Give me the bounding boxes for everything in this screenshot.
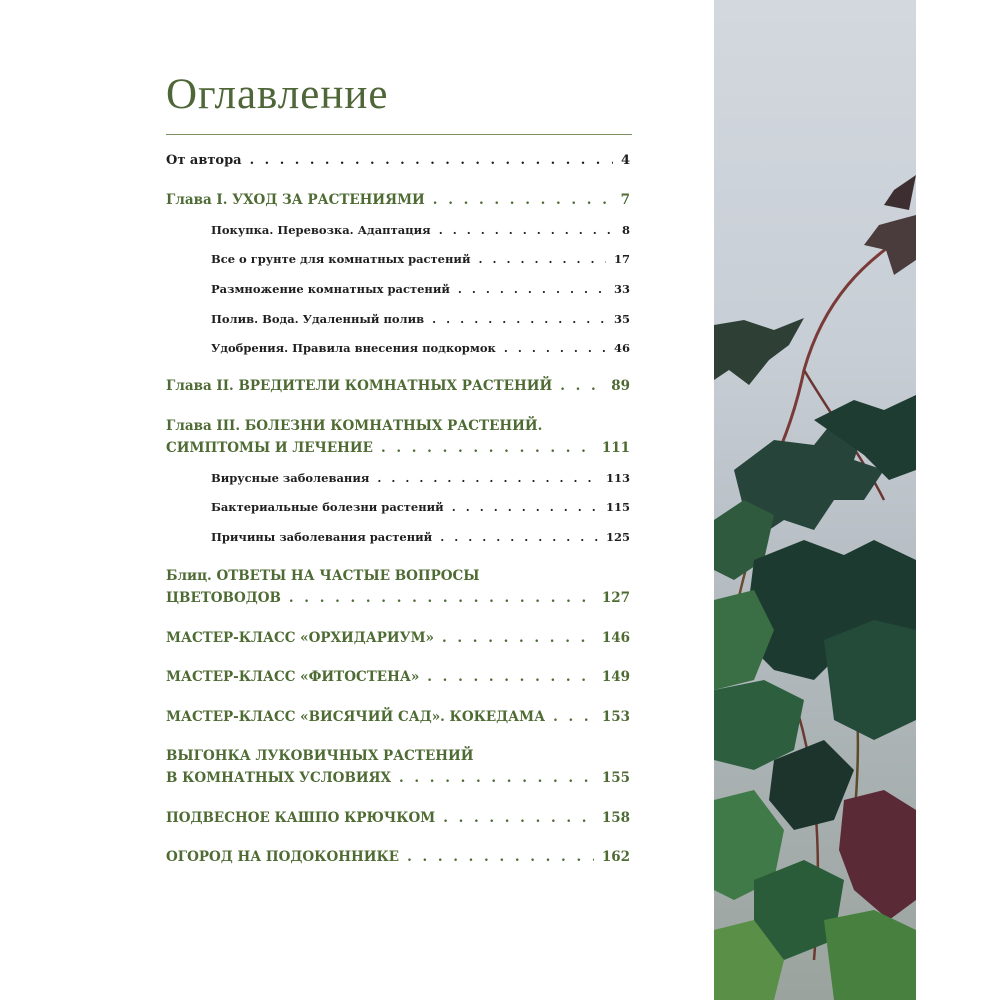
title-divider <box>166 134 632 135</box>
toc-entry-page: 162 <box>601 849 630 865</box>
toc-entry-page: 153 <box>601 709 630 725</box>
toc-entry-label: Глава I. УХОД ЗА РАСТЕНИЯМИ <box>166 192 425 208</box>
dot-leader <box>478 252 606 266</box>
dot-leader <box>560 378 603 394</box>
toc-subentry[interactable] <box>211 223 630 245</box>
dot-leader <box>442 630 594 646</box>
toc-subentry[interactable] <box>211 282 630 304</box>
toc-entry-label: СИМПТОМЫ И ЛЕЧЕНИЕ <box>166 440 373 456</box>
toc-entry-label: Размножение комнатных растений <box>211 282 450 296</box>
page-title: Оглавление <box>166 71 389 118</box>
toc-chapter-entry[interactable] <box>166 810 630 832</box>
plant-illustration <box>714 0 916 1000</box>
toc-entry-label: Все о грунте для комнатных растений <box>211 252 471 266</box>
dot-leader <box>427 669 594 685</box>
toc-entry-page: 8 <box>621 223 630 237</box>
toc-entry-label: Покупка. Перевозка. Адаптация <box>211 223 431 237</box>
dot-leader <box>443 810 594 826</box>
toc-entry-label: ПОДВЕСНОЕ КАШПО КРЮЧКОМ <box>166 810 436 826</box>
toc-entry-page: 111 <box>601 440 630 456</box>
toc-entry-label: ЦВЕТОВОДОВ <box>166 590 281 606</box>
toc-entry-label: ОГОРОД НА ПОДОКОННИКЕ <box>166 849 400 865</box>
toc-entry-page: 125 <box>605 530 630 544</box>
toc-subentry[interactable] <box>211 341 630 363</box>
toc-entry-label: Полив. Вода. Удаленный полив <box>211 312 425 326</box>
toc-entry-page: 115 <box>605 500 630 514</box>
toc-chapter-entry[interactable] <box>166 192 630 214</box>
houseplant-photo <box>714 0 916 1000</box>
toc-entry-page: 35 <box>613 312 630 326</box>
toc-entry-page: 7 <box>620 192 630 208</box>
toc-entry-page: 33 <box>613 282 630 296</box>
dot-leader <box>440 530 598 544</box>
toc-entry-page: 158 <box>601 810 630 826</box>
toc-entry-page: 127 <box>601 590 630 606</box>
toc-entry-label-line1: Глава III. БОЛЕЗНИ КОМНАТНЫХ РАСТЕНИЙ. <box>166 418 543 434</box>
toc-chapter-entry[interactable] <box>166 709 630 731</box>
toc-subentry[interactable] <box>211 312 630 334</box>
dot-leader <box>250 153 613 168</box>
toc-entry-label: От автора <box>166 153 242 168</box>
toc-entry-label: МАСТЕР-КЛАСС «ОРХИДАРИУМ» <box>166 630 434 646</box>
toc-chapter-entry[interactable] <box>166 630 630 652</box>
toc-entry-label-line1: Блиц. ОТВЕТЫ НА ЧАСТЫЕ ВОПРОСЫ <box>166 568 480 584</box>
dot-leader <box>377 471 598 485</box>
toc-entry[interactable] <box>166 153 630 175</box>
toc-entry-label: МАСТЕР-КЛАСС «ВИСЯЧИЙ САД». КОКЕДАМА <box>166 709 546 725</box>
toc-entry-label: В КОМНАТНЫХ УСЛОВИЯХ <box>166 770 391 786</box>
toc-entry-label: МАСТЕР-КЛАСС «ФИТОСТЕНА» <box>166 669 420 685</box>
dot-leader <box>452 500 598 514</box>
toc-entry-label: Глава II. ВРЕДИТЕЛИ КОМНАТНЫХ РАСТЕНИЙ <box>166 378 553 394</box>
toc-chapter-entry[interactable] <box>166 770 630 792</box>
toc-entry-page: 89 <box>611 378 630 394</box>
toc-entry-page: 113 <box>605 471 630 485</box>
dot-leader <box>458 282 606 296</box>
dot-leader <box>553 709 594 725</box>
toc-subentry[interactable] <box>211 252 630 274</box>
toc-entry-label-line1: ВЫГОНКА ЛУКОВИЧНЫХ РАСТЕНИЙ <box>166 748 474 764</box>
toc-entry-label: Вирусные заболевания <box>211 471 370 485</box>
dot-leader <box>289 590 594 606</box>
toc-entry-label: Удобрения. Правила внесения подкормок <box>211 341 496 355</box>
dot-leader <box>432 312 606 326</box>
toc-entry-label: Бактериальные болезни растений <box>211 500 444 514</box>
dot-leader <box>399 770 594 786</box>
toc-subentry[interactable] <box>211 530 630 552</box>
toc-entry-label: Причины заболевания растений <box>211 530 433 544</box>
dot-leader <box>433 192 613 208</box>
dot-leader <box>504 341 606 355</box>
toc-entry-page: 46 <box>613 341 630 355</box>
toc-entry-page: 17 <box>613 252 630 266</box>
toc-chapter-entry[interactable] <box>166 378 630 400</box>
toc-entry-page: 149 <box>601 669 630 685</box>
toc-entry-page: 4 <box>620 153 630 168</box>
dot-leader <box>439 223 614 237</box>
toc-chapter-entry[interactable] <box>166 669 630 691</box>
dot-leader <box>407 849 594 865</box>
dot-leader <box>381 440 594 456</box>
toc-chapter-entry[interactable] <box>166 590 630 612</box>
toc-subentry[interactable] <box>211 500 630 522</box>
toc-subentry[interactable] <box>211 471 630 493</box>
toc-entry-page: 155 <box>601 770 630 786</box>
toc-entry-page: 146 <box>601 630 630 646</box>
toc-chapter-entry[interactable] <box>166 849 630 871</box>
toc-chapter-entry[interactable] <box>166 440 630 462</box>
